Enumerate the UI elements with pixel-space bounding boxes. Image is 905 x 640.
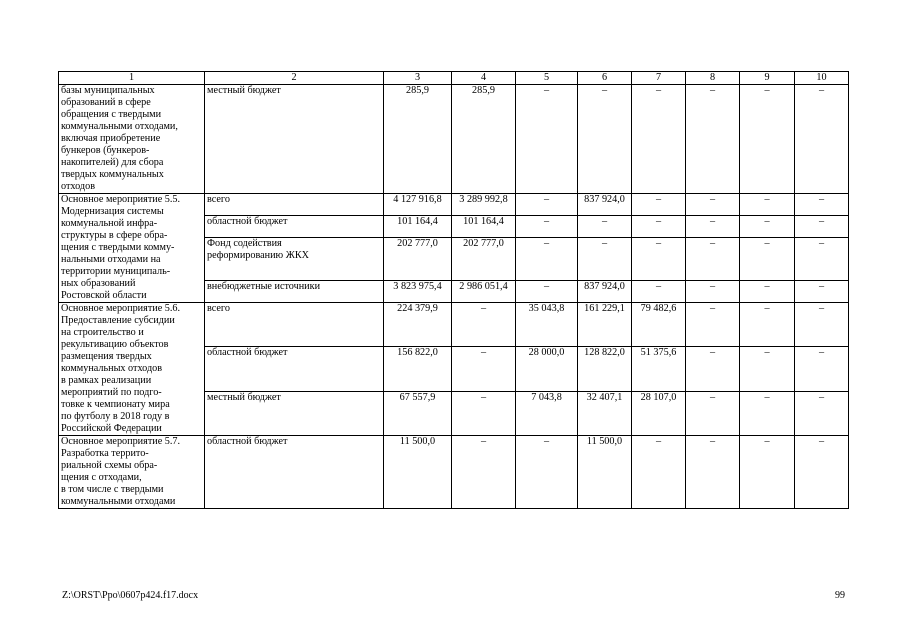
value-cell-col-9: –: [740, 85, 795, 194]
value-cell-col-8: –: [686, 238, 740, 281]
value-cell-col-6: 11 500,0: [578, 436, 632, 509]
value-cell-col-7: –: [632, 238, 686, 281]
value-cell-col-3: 67 557,9: [384, 391, 452, 435]
funding-source: Фонд содействия реформированию ЖКХ: [205, 238, 384, 281]
value-cell-col-4: –: [452, 436, 516, 509]
value-cell-col-10: –: [795, 347, 849, 391]
value-cell-col-9: –: [740, 347, 795, 391]
column-header-9: 9: [740, 72, 795, 85]
value-cell-col-4: 3 289 992,8: [452, 194, 516, 216]
value-cell-col-9: –: [740, 216, 795, 238]
value-cell-col-3: 101 164,4: [384, 216, 452, 238]
value-cell-col-6: –: [578, 85, 632, 194]
value-cell-col-6: –: [578, 216, 632, 238]
column-header-6: 6: [578, 72, 632, 85]
value-cell-col-10: –: [795, 436, 849, 509]
funding-source: местный бюджет: [205, 391, 384, 435]
table-row: [59, 436, 849, 509]
value-cell-col-8: –: [686, 391, 740, 435]
value-cell-col-3: 156 822,0: [384, 347, 452, 391]
value-cell-col-8: –: [686, 303, 740, 347]
value-cell-col-9: –: [740, 436, 795, 509]
table-body: [59, 85, 849, 509]
value-cell-col-9: –: [740, 303, 795, 347]
value-cell-col-8: –: [686, 347, 740, 391]
value-cell-col-7: 79 482,6: [632, 303, 686, 347]
value-cell-col-10: –: [795, 194, 849, 216]
value-cell-col-4: 101 164,4: [452, 216, 516, 238]
value-cell-col-3: 4 127 916,8: [384, 194, 452, 216]
value-cell-col-5: –: [516, 436, 578, 509]
value-cell-col-6: 161 229,1: [578, 303, 632, 347]
value-cell-col-5: –: [516, 216, 578, 238]
value-cell-col-7: –: [632, 216, 686, 238]
value-cell-col-6: 837 924,0: [578, 280, 632, 302]
value-cell-col-9: –: [740, 194, 795, 216]
value-cell-col-9: –: [740, 280, 795, 302]
value-cell-col-3: 11 500,0: [384, 436, 452, 509]
table-row: [59, 85, 849, 194]
value-cell-col-4: 2 986 051,4: [452, 280, 516, 302]
value-cell-col-4: 285,9: [452, 85, 516, 194]
value-cell-col-6: 32 407,1: [578, 391, 632, 435]
column-header-10: 10: [795, 72, 849, 85]
value-cell-col-7: –: [632, 436, 686, 509]
value-cell-col-5: 7 043,8: [516, 391, 578, 435]
value-cell-col-3: 202 777,0: [384, 238, 452, 281]
value-cell-col-8: –: [686, 216, 740, 238]
funding-source: внебюджетные источники: [205, 280, 384, 302]
value-cell-col-7: 51 375,6: [632, 347, 686, 391]
value-cell-col-10: –: [795, 85, 849, 194]
value-cell-col-5: –: [516, 194, 578, 216]
funding-source: всего: [205, 194, 384, 216]
value-cell-col-4: –: [452, 303, 516, 347]
column-header-1: 1: [59, 72, 205, 85]
funding-source: областной бюджет: [205, 216, 384, 238]
value-cell-col-8: –: [686, 85, 740, 194]
value-cell-col-10: –: [795, 216, 849, 238]
value-cell-col-5: –: [516, 280, 578, 302]
column-header-3: 3: [384, 72, 452, 85]
page-number: 99: [835, 590, 845, 601]
value-cell-col-7: –: [632, 194, 686, 216]
value-cell-col-6: 837 924,0: [578, 194, 632, 216]
value-cell-col-10: –: [795, 238, 849, 281]
value-cell-col-5: 28 000,0: [516, 347, 578, 391]
column-header-2: 2: [205, 72, 384, 85]
value-cell-col-5: 35 043,8: [516, 303, 578, 347]
value-cell-col-4: 202 777,0: [452, 238, 516, 281]
value-cell-col-6: –: [578, 238, 632, 281]
value-cell-col-8: –: [686, 194, 740, 216]
funding-source: местный бюджет: [205, 85, 384, 194]
value-cell-col-3: 285,9: [384, 85, 452, 194]
value-cell-col-9: –: [740, 238, 795, 281]
value-cell-col-4: –: [452, 391, 516, 435]
value-cell-col-10: –: [795, 391, 849, 435]
measure-description: Основное мероприятие 5.7. Разработка террито- риальной схемы обра- щения с отходами, в том числе с твердыми коммунальными отходами: [59, 436, 205, 509]
measure-description: базы муниципальных образований в сфере обращения с твердыми коммунальными отходами, включая приобретение бункеров (бункеров- накопителей) для сбора твердых коммунальных отходов: [59, 85, 205, 194]
value-cell-col-3: 3 823 975,4: [384, 280, 452, 302]
footer-file-path: Z:\ORST\Ppo\0607p424.f17.docx: [62, 590, 199, 601]
measure-description: Основное мероприятие 5.5. Модернизация системы коммунальной инфра- структуры в сфере обра- щения с твердыми комму- нальными отходами на территории муниципаль- ных образований Ростовской области: [59, 194, 205, 303]
column-header-7: 7: [632, 72, 686, 85]
value-cell-col-8: –: [686, 280, 740, 302]
value-cell-col-10: –: [795, 303, 849, 347]
value-cell-col-7: –: [632, 85, 686, 194]
funding-source: всего: [205, 303, 384, 347]
value-cell-col-7: –: [632, 280, 686, 302]
value-cell-col-5: –: [516, 85, 578, 194]
column-header-8: 8: [686, 72, 740, 85]
funding-source: областной бюджет: [205, 436, 384, 509]
table-row: [59, 303, 849, 347]
value-cell-col-8: –: [686, 436, 740, 509]
budget-table: [58, 71, 849, 509]
value-cell-col-10: –: [795, 280, 849, 302]
value-cell-col-6: 128 822,0: [578, 347, 632, 391]
funding-source: областной бюджет: [205, 347, 384, 391]
value-cell-col-4: –: [452, 347, 516, 391]
table-row: [59, 194, 849, 216]
column-header-4: 4: [452, 72, 516, 85]
table-header-row: [59, 72, 849, 85]
value-cell-col-7: 28 107,0: [632, 391, 686, 435]
value-cell-col-3: 224 379,9: [384, 303, 452, 347]
measure-description: Основное мероприятие 5.6. Предоставление субсидии на строительство и рекультивацию объектов размещения твердых коммунальных отходов в рамках реализации мероприятий по подго- товке к чемпионату мира по футболу в 2018 году в Российской Федерации: [59, 303, 205, 436]
column-header-5: 5: [516, 72, 578, 85]
value-cell-col-5: –: [516, 238, 578, 281]
value-cell-col-9: –: [740, 391, 795, 435]
